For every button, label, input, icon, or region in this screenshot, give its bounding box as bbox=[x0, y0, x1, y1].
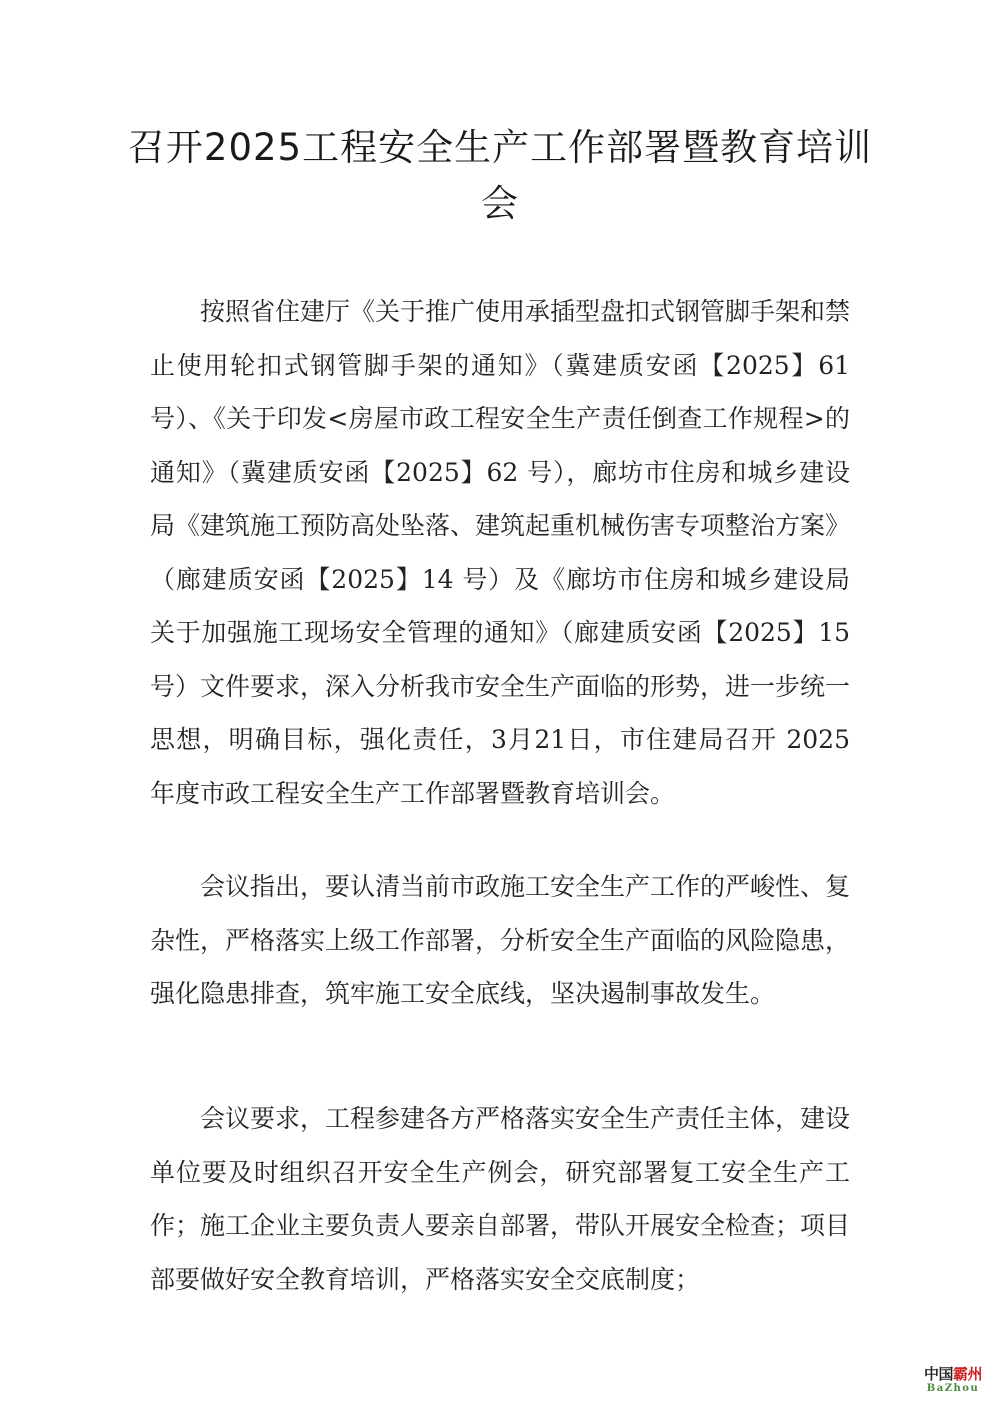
site-watermark-logo bbox=[918, 1367, 988, 1394]
watermark-prefix: 中国 bbox=[923, 1365, 953, 1383]
watermark-subtitle: BaZhou bbox=[926, 1383, 980, 1394]
document-title: 召开2025工程安全生产工作部署暨教育培训会 bbox=[127, 126, 873, 225]
watermark-highlight: 霸州 bbox=[953, 1365, 983, 1383]
paragraph-2: 会议指出，要认清当前市政施工安全生产工作的严峻性、复杂性，严格落实上级工作部署，分析安全生产面临的风险隐患，强化隐患排查，筑牢施工安全底线，坚决遏制事故发生。 bbox=[150, 872, 851, 1008]
paragraph-3: 会议要求，工程参建各方严格落实安全生产责任主体，建设单位要及时组织召开安全生产例会，研究部署复工安全生产工作；施工企业主要负责人要亲自部署，带队开展安全检查；项目部要做好安全教育培训，严格落实安全交底制度； bbox=[150, 1104, 851, 1294]
paragraph-1: 按照省住建厅《关于推广使用承插型盘扣式钢管脚手架和禁止使用轮扣式钢管脚手架的通知》（冀建质安函【2025】61 号）、《关于印发<房屋市政工程安全生产责任倒查工作规程>的通知》（冀建质安函【2025】62 号），廊坊市住房和城乡建设局《建筑施工预防高处坠落、建筑起重机械伤害专项整治方案》（廊建质安函【2025】14 号）及《廊坊市住房和城乡建设局关于加强施工现场安全管理的通知》（廊建质安函【2025】15号）文件要求，深入分析我市安全生产面临的形势，进一步统一思想，明确目标，强化责任，3月21日，市住建局召开 2025 年度市政工程安全生产工作部署暨教育培训会。 bbox=[150, 297, 851, 808]
watermark-title bbox=[918, 1367, 988, 1382]
